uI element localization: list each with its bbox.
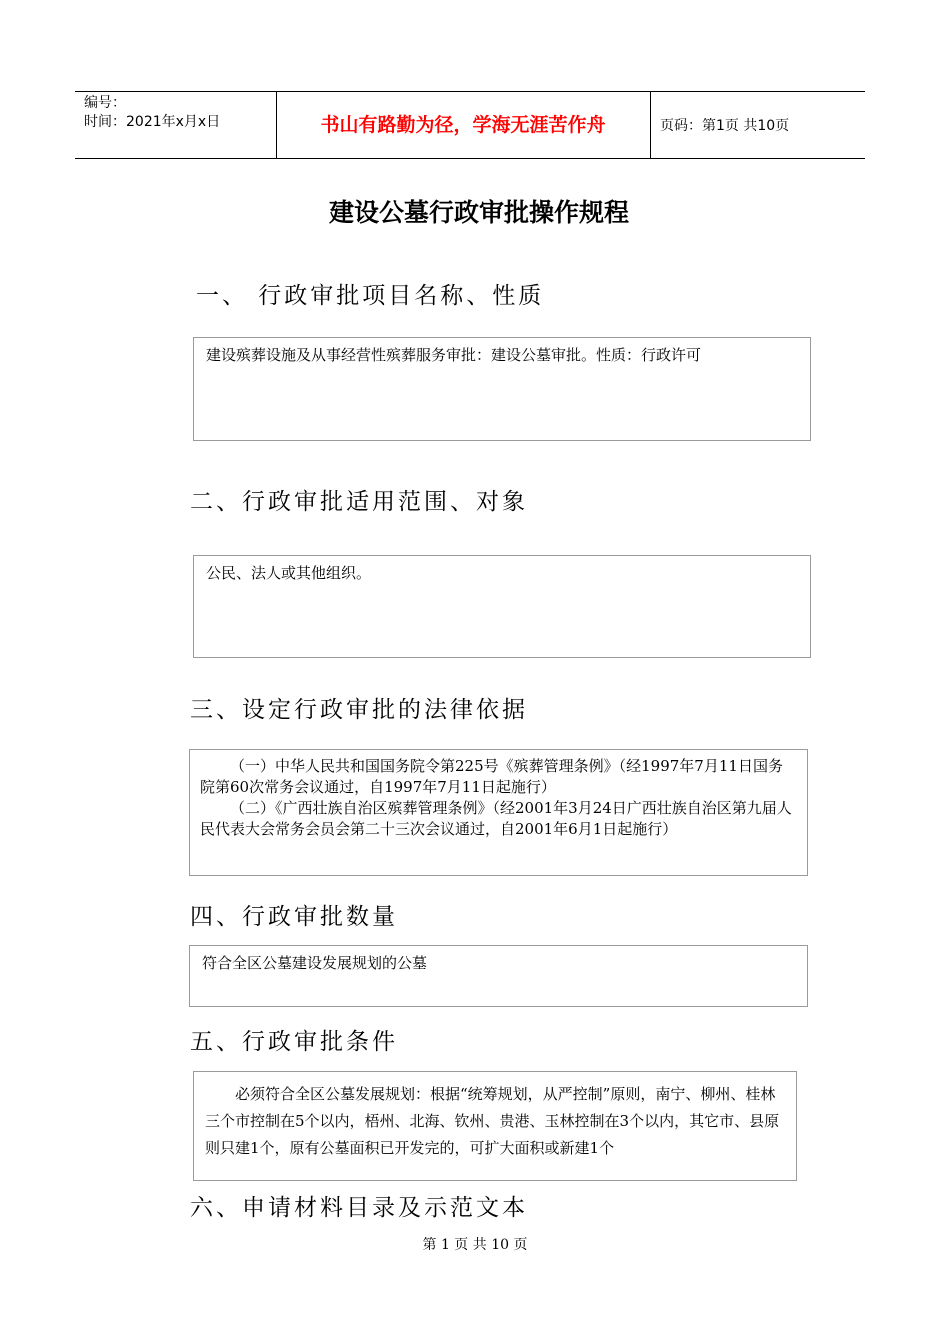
section-heading-2: 二、行政审批适用范围、对象 bbox=[190, 489, 528, 515]
header-page-info: 页码：第1页 共10页 bbox=[660, 118, 790, 134]
header-bottom-rule bbox=[75, 158, 865, 159]
section-text: 公民、法人或其他组织。 bbox=[206, 564, 372, 582]
section-text: 符合全区公墓建设发展规划的公墓 bbox=[202, 954, 428, 972]
section-box-1 bbox=[193, 337, 811, 441]
document-date: 时间：2021年x月x日 bbox=[84, 114, 221, 130]
page-footer: 第 1 页 共 10 页 bbox=[422, 1237, 528, 1253]
document-title: 建设公墓行政审批操作规程 bbox=[328, 198, 629, 227]
section-heading-3: 三、设定行政审批的法律依据 bbox=[190, 697, 528, 723]
header-motto: 书山有路勤为径，学海无涯苦作舟 bbox=[320, 114, 606, 136]
section-box-5 bbox=[193, 1071, 797, 1181]
section-text: 建设殡葬设施及从事经营性殡葬服务审批：建设公墓审批。性质：行政许可 bbox=[206, 346, 702, 364]
section-box-3 bbox=[189, 749, 808, 876]
section-text: （二）《广西壮族自治区殡葬管理条例》（经2001年3月24日广西壮族自治区第九届人民代表大会常务会员会第二十三次会议通过，自2001年6月1日起施行） bbox=[200, 799, 792, 838]
section-box-2 bbox=[193, 555, 811, 658]
document-number-label: 编号： bbox=[84, 95, 126, 111]
section-text: （一）中华人民共和国国务院令第225号《殡葬管理条例》（经1997年7月11日国务院第60次常务会议通过，自1997年7月11日起施行） bbox=[200, 757, 783, 796]
header-top-rule bbox=[75, 91, 865, 92]
section-heading-6: 六、申请材料目录及示范文本 bbox=[190, 1195, 528, 1221]
section-box-4 bbox=[189, 945, 808, 1007]
header-divider-right bbox=[650, 91, 651, 158]
section-heading-5: 五、行政审批条件 bbox=[190, 1029, 398, 1055]
section-heading-4: 四、行政审批数量 bbox=[190, 904, 398, 930]
section-text: 必须符合全区公墓发展规划：根据“统筹规划，从严控制”原则，南宁、柳州、桂林三个市控制在5个以内，梧州、北海、钦州、贵港、玉林控制在3个以内，其它市、县原则只建1个，原有公墓面积已开发完的，可扩大面积或新建1个 bbox=[205, 1085, 780, 1157]
section-heading-1: 一、 行政审批项目名称、性质 bbox=[196, 283, 545, 309]
